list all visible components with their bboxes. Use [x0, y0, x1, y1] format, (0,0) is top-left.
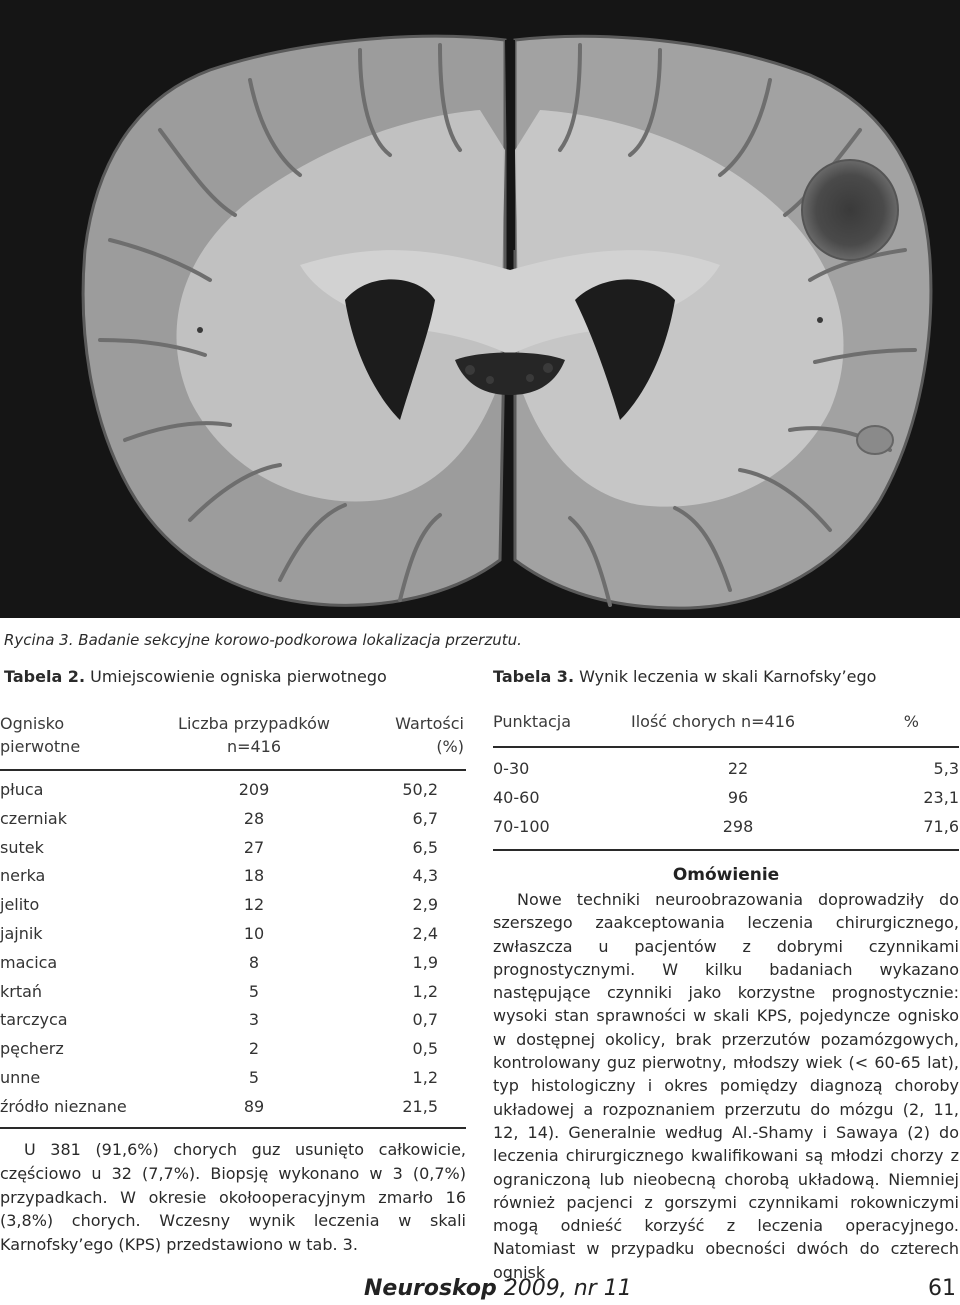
table3-header-col3: % — [903, 712, 919, 731]
table3-title-text: Wynik leczenia w skali Karnofsky’ego — [579, 667, 877, 686]
figure-caption-label: Rycina 3. — [4, 631, 74, 649]
table-row: jajnik 10 2,4 — [0, 923, 438, 943]
table2-rule-top — [0, 769, 466, 771]
figure-caption — [4, 631, 522, 649]
figure-brain-section — [0, 0, 960, 618]
table-row: pęcherz 2 0,5 — [0, 1039, 438, 1059]
discussion-paragraph: Nowe techniki neuroobrazowania doprowadziły do szerszego zaakceptowania leczenia chirurgicznego, zwłaszcza u pacjentów z dobrymi czynnikami prognostycznymi. W kilku badaniach wykazano następujące czynniki jako korzystne prognostycznie: wysoki stan sprawności w skali KPS, pojedyncze ognisko w dostępnej okolicy, brak przerzutów pozamózgowych, kontrolowany guz pierwotny, młodszy wiek (< 60-65 lat), typ histologiczny i okres pomiędzy diagnozą choroby układowej a rozpoznaniem przerzutu do mózgu (2, 11, 12, 14). Generalnie według Al.-Shamy i Sawaya (2) do leczenia chirurgicznego kwalifikowani są młodzi chorzy z ograniczoną lub nieobecną chorobą układową. Niemniej również pacjenci z gorszymi czynnikami rokowniczymi mogą odnieść korzyść z leczenia operacyjnego. Natomiast w przypadku obecności dwóch do czterech ognisk — [493, 890, 959, 1282]
table3-label: Tabela 3. — [493, 667, 575, 686]
table-row: 0-30 22 5,3 — [493, 759, 959, 778]
table2-label: Tabela 2. — [4, 667, 86, 686]
journal-name: Neuroskop — [364, 1276, 497, 1301]
section-title-discussion: Omówienie — [672, 865, 780, 885]
table-row: tarczyca 3 0,7 — [0, 1010, 438, 1030]
table2-header-col1: Ognisko pierwotne — [0, 714, 81, 756]
table2-title-text: Umiejscowienie ogniska pierwotnego — [90, 667, 387, 686]
table2-header-col2: Liczba przypadków n=416 — [178, 714, 330, 756]
journal-issue: 2009, nr 11 — [503, 1276, 632, 1301]
table3-title — [493, 667, 876, 686]
table3-body — [493, 759, 959, 846]
table-row: krtań 5 1,2 — [0, 981, 438, 1001]
table-row: 40-60 96 23,1 — [493, 788, 959, 807]
table-row: nerka 18 4,3 — [0, 866, 438, 886]
table-row: jelito 12 2,9 — [0, 895, 438, 915]
table2-header — [0, 712, 466, 762]
table2-header-col3: Wartości (%) — [395, 714, 464, 756]
table-row: płuca 209 50,2 — [0, 780, 438, 799]
table3-rule-top — [493, 746, 959, 748]
table-row: czerniak 28 6,7 — [0, 808, 438, 828]
table-row: źródło nieznane 89 21,5 — [0, 1096, 438, 1116]
table-row: 70-100 298 71,6 — [493, 817, 959, 836]
table-row: macica 8 1,9 — [0, 952, 438, 972]
journal-footer — [364, 1276, 632, 1301]
metastasis-lesion — [802, 160, 898, 260]
table2-rule-bottom — [0, 1127, 466, 1129]
figure-caption-text: Badanie sekcyjne korowo-podkorowa lokalizacja przerzutu. — [78, 631, 522, 649]
brain-section-image — [0, 0, 960, 618]
page-number: 61 — [928, 1276, 956, 1301]
table3-header-col1: Punktacja — [493, 712, 572, 731]
results-paragraph: U 381 (91,6%) chorych guz usunięto całkowicie, częściowo u 32 (7,7%). Biopsję wykonano w 3 (0,7%) przypadkach. W okresie okołooperacyjnym zmarło 16 (3,8%) chorych. Wczesny wynik leczenia w skali Karnofsky’ego (KPS) przedstawiono w tab. 3. — [0, 1140, 466, 1255]
table2-title — [4, 667, 387, 686]
table2-body — [0, 780, 466, 1126]
table-row: sutek 27 6,5 — [0, 837, 438, 857]
table3-header-col2: Ilość chorych n=416 — [631, 712, 796, 731]
table3-rule-bottom — [493, 849, 959, 851]
table-row: unne 5 1,2 — [0, 1067, 438, 1087]
